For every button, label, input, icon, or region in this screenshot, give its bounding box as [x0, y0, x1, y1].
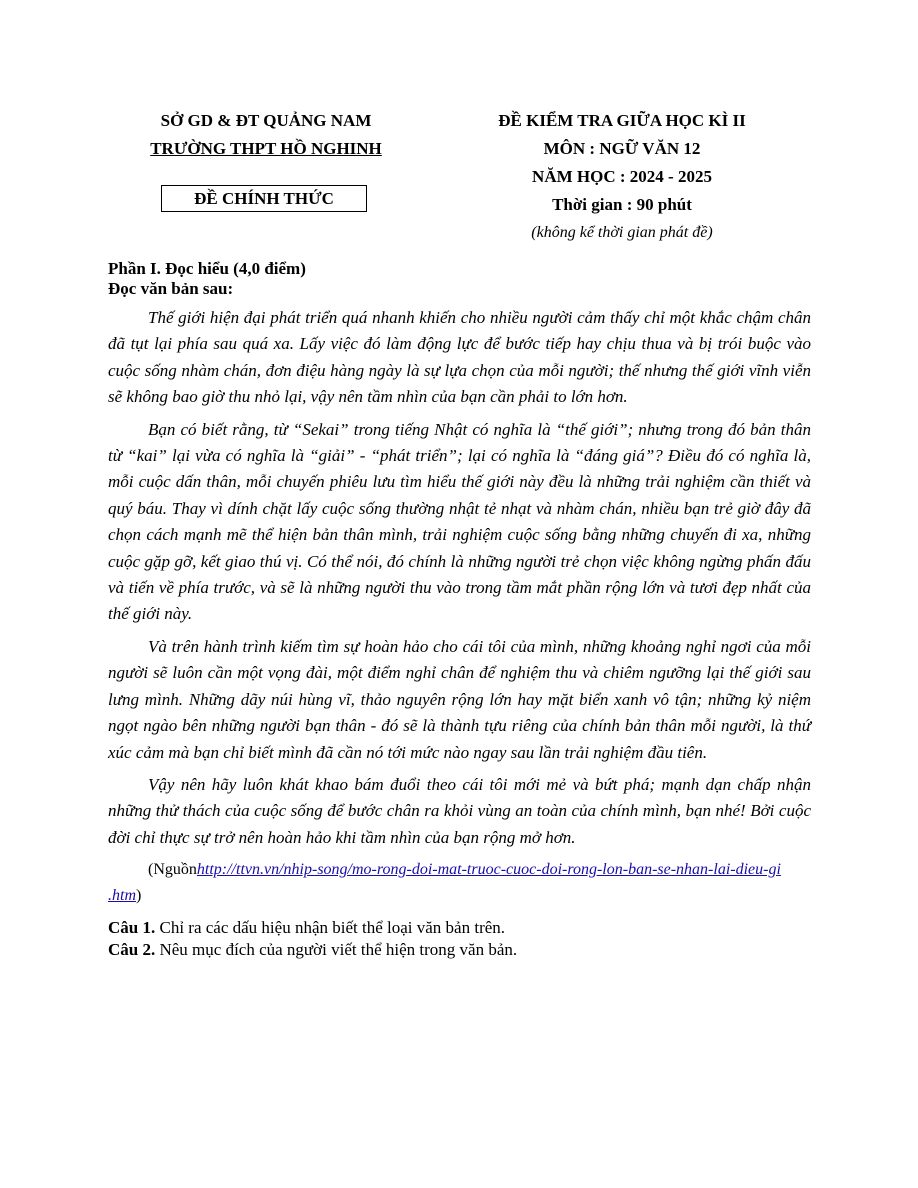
passage-source — [108, 857, 811, 909]
question-1-label: Câu 1. — [108, 918, 156, 938]
passage-paragraph-1: Thế giới hiện đại phát triển quá nhanh khiến cho nhiều người cảm thấy chỉ một khắc chậm chân đã tụt lại phía sau quá xa. Lấy việc đó làm động lực để bước tiếp hay chịu thua và bị trói buộc vào cuộc sống nhàm chán, đơn điệu hàng ngày là sự lựa chọn của mỗi người; thế nhưng thế giới vĩnh viễn sẽ không bao giờ thu nhỏ lại, vậy nên tầm nhìn của bạn cần phải to lớn hơn. — [108, 308, 811, 407]
source-suffix: ) — [136, 887, 142, 905]
question-1 — [108, 917, 811, 939]
section-title: Phần I. Đọc hiểu (4,0 điểm) — [108, 259, 306, 278]
header-right — [432, 107, 812, 247]
subject-line: MÔN : NGỮ VĂN 12 — [543, 139, 701, 158]
passage-paragraph-3: Và trên hành trình kiếm tìm sự hoàn hảo cho cái tôi của mình, những khoảng nghỉ ngơi của mỗi người sẽ luôn cần một vọng đài, một điểm nghỉ chân để nghiệm thu và chiêm ngưỡng lại thế giới sau lưng mình. Những dãy núi hùng vĩ, thảo nguyên rộng lớn hay mặt biển xanh vô tận; những kỷ niệm ngọt ngào bên những người bạn thân - đó sẽ là thành tựu riêng của chính bản thân mỗi người, là thứ xúc cảm mà bạn chỉ biết mình đã cần nó tới mức nào ngay sau lần trải nghiệm đầu tiên. — [108, 636, 811, 762]
question-2-label: Câu 2. — [108, 940, 156, 960]
department-name: SỞ GD & ĐT QUẢNG NAM — [160, 111, 372, 130]
source-link[interactable]: http://ttvn.vn/nhip-song/mo-rong-doi-mat-truoc-cuoc-doi-rong-lon-ban-se-nhan-lai-dieu-gi .htm — [108, 861, 781, 905]
school-name: TRƯỜNG THPT HỒ NGHINH — [150, 139, 382, 158]
question-1-text: Chỉ ra các dấu hiệu nhận biết thể loại văn bản trên. — [155, 918, 506, 938]
exam-duration: Thời gian : 90 phút — [552, 195, 692, 214]
source-prefix: (Nguồn — [148, 861, 197, 879]
header-left — [108, 107, 424, 163]
duration-note: (không kể thời gian phát đề) — [531, 224, 713, 241]
school-year: NĂM HỌC : 2024 - 2025 — [532, 167, 712, 186]
question-2 — [108, 939, 811, 961]
passage-paragraph-2: Bạn có biết rằng, từ “Sekai” trong tiếng Nhật có nghĩa là “thế giới”; nhưng trong đó bản thân từ “kai” lại vừa có nghĩa là “giải” - “phát triển”; lại có nghĩa là “đáng giá”? Điều đó có nghĩa là, mỗi cuộc dấn thân, mỗi chuyến phiêu lưu tìm hiểu thế giới này đều là những trải nghiệm cần thiết và quý báu. Thay vì dính chặt lấy cuộc sống thường nhật tẻ nhạt và nhàm chán, nhiều bạn trẻ giờ đây đã chọn cách mạnh mẽ thể hiện bản thân mình, trải nghiệm cuộc sống bằng những chuyến đi xa, những cuộc gặp gỡ, kết giao thú vị. Có thể nói, đó chính là những người trẻ chọn việc không ngừng phấn đấu và tiến về phía trước, và sẽ là những người thu vào trong tầm mắt phần rộng lớn và tươi đẹp nhất của thế giới này. — [108, 419, 811, 624]
exam-body — [108, 259, 811, 961]
question-2-text: Nêu mục đích của người viết thể hiện trong văn bản. — [155, 940, 518, 960]
question-list — [108, 917, 811, 961]
exam-title: ĐỀ KIỂM TRA GIỮA HỌC KÌ II — [498, 111, 746, 130]
passage-paragraph-4: Vậy nên hãy luôn khát khao bám đuổi theo cái tôi mới mẻ và bứt phá; mạnh dạn chấp nhận những thử thách của cuộc sống để bước chân ra khỏi vùng an toàn của chính mình, bạn nhé! Bởi cuộc đời chỉ thực sự trở nên hoàn hảo khi tầm nhìn của bạn rộng mở hơn. — [108, 774, 811, 847]
reading-passage — [108, 305, 811, 851]
reading-instruction: Đọc văn bản sau: — [108, 279, 234, 298]
official-stamp-box: ĐỀ CHÍNH THỨC — [161, 185, 367, 212]
